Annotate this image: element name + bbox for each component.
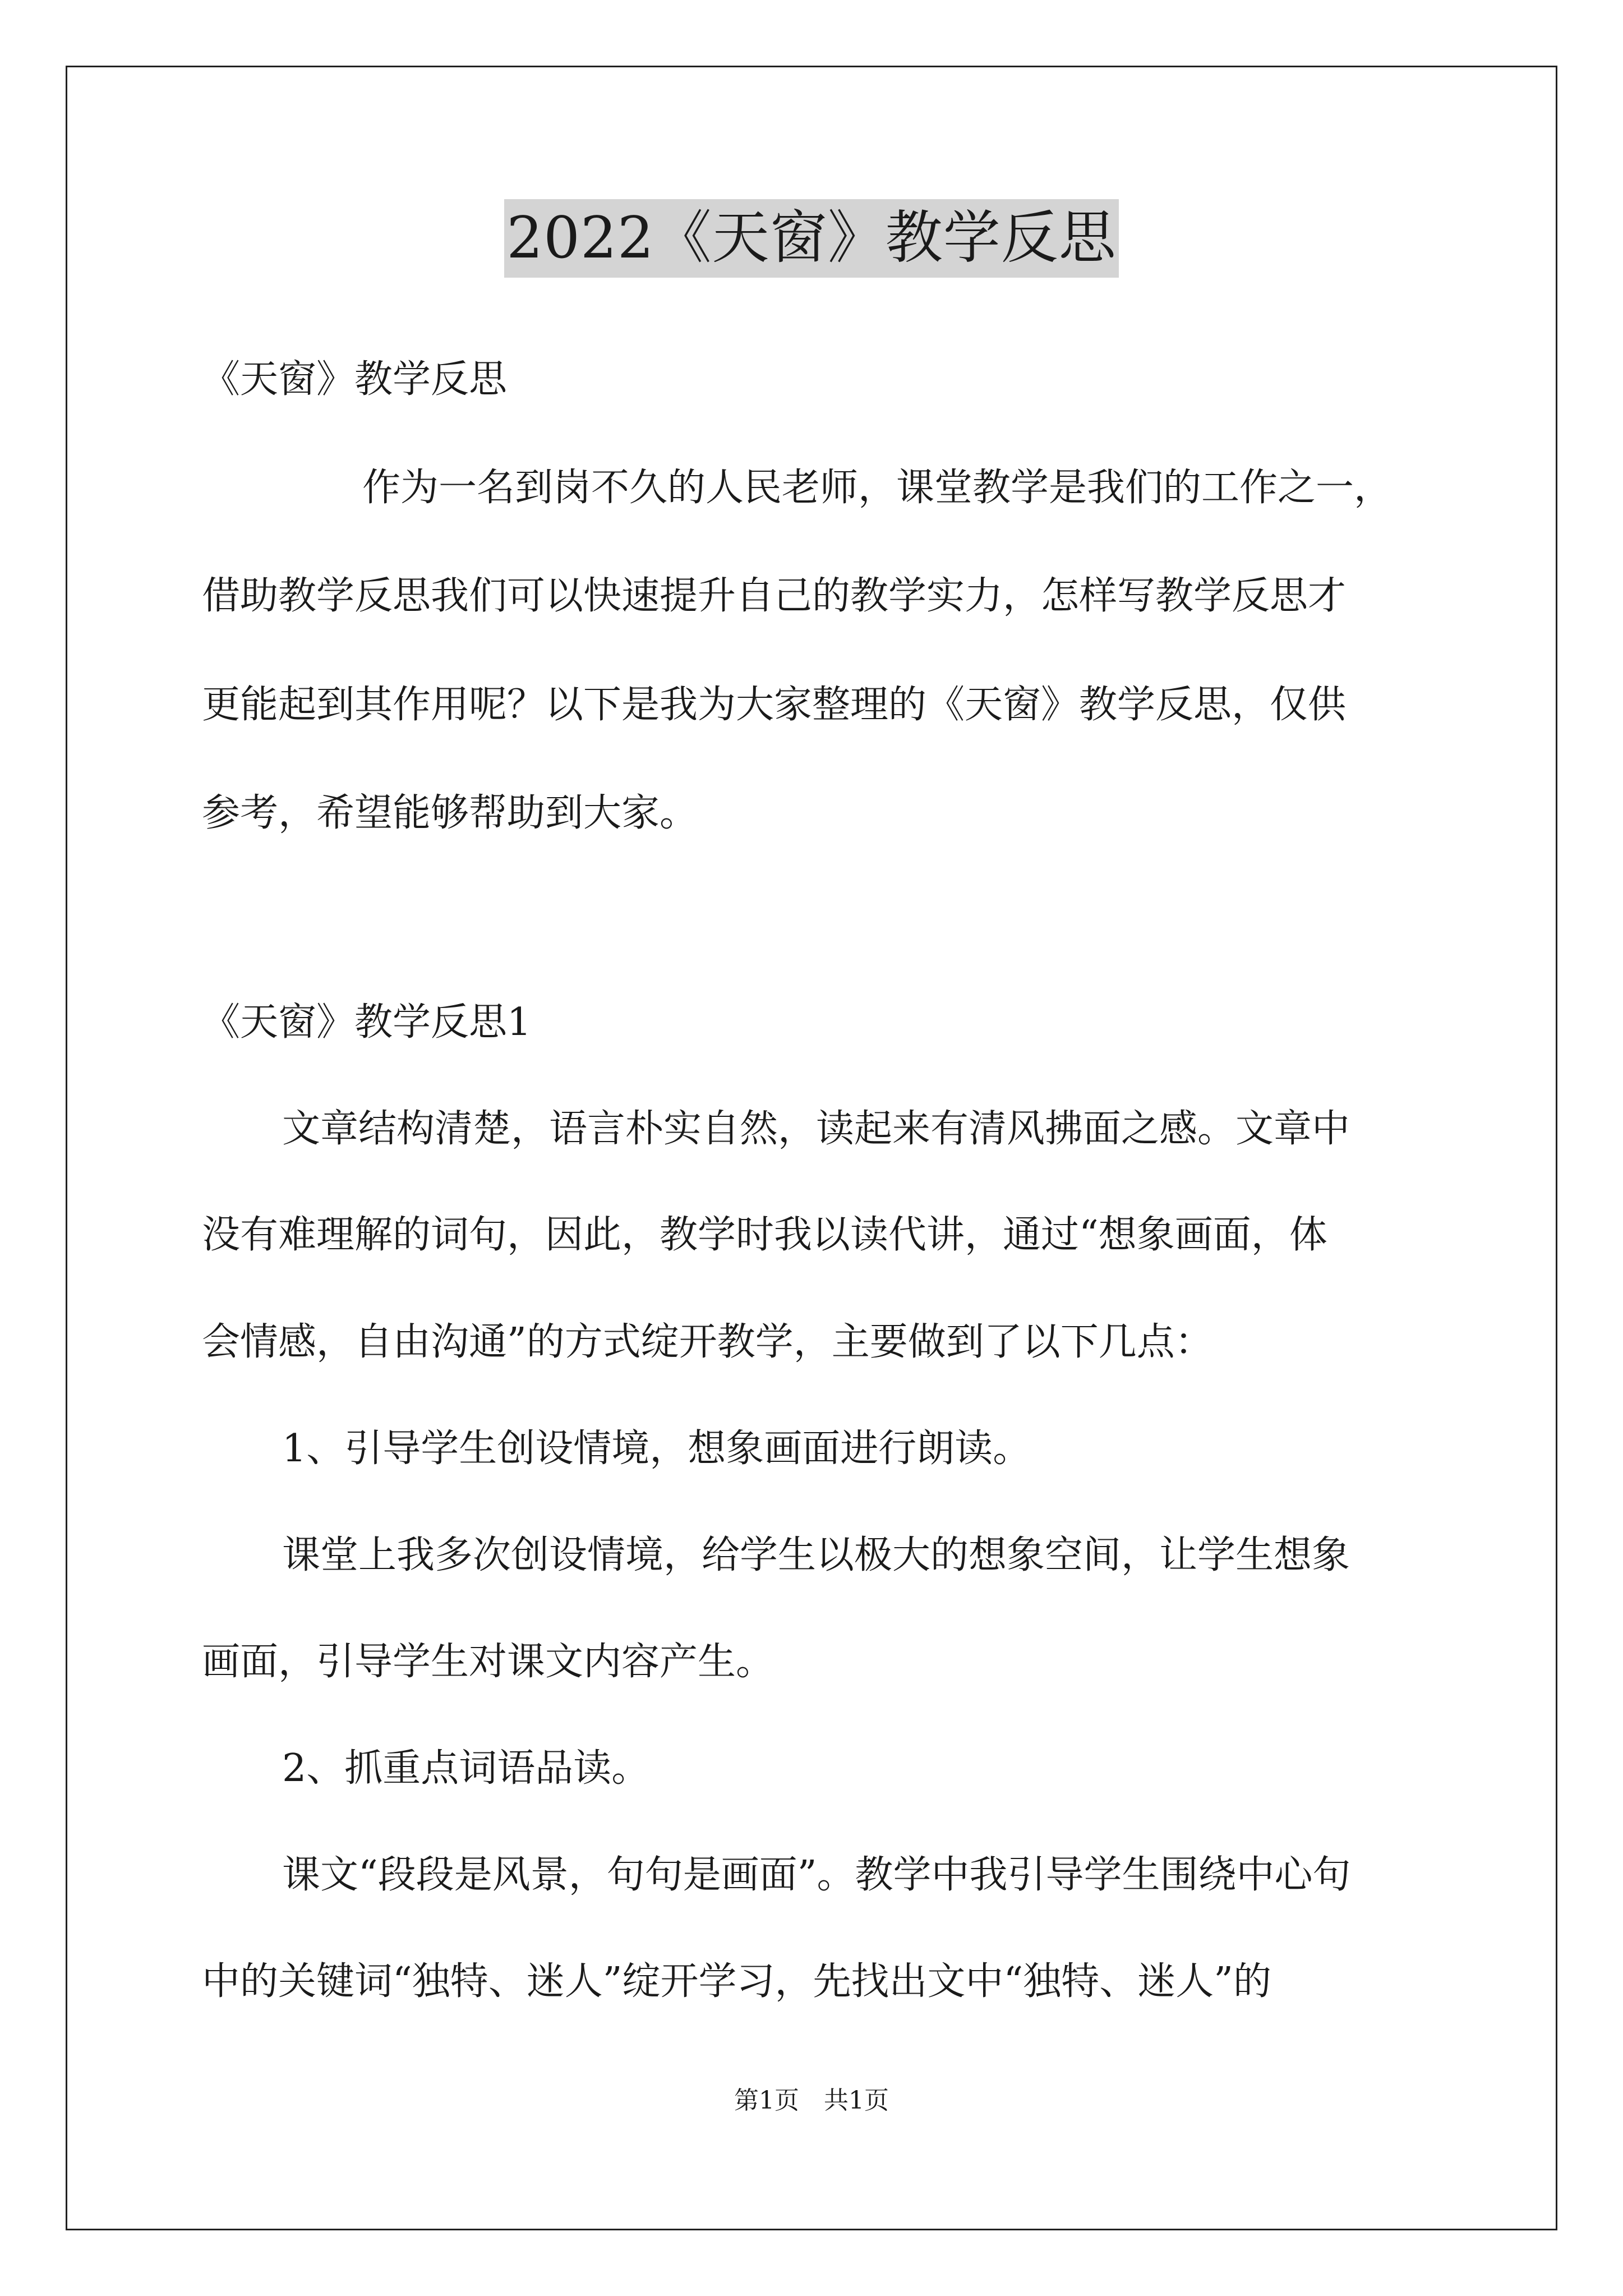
paragraph-line: 文章结构清楚，语言朴实自然，读起来有清风拂面之感。文章中 xyxy=(282,1107,1350,1151)
document-title: 2022《天窗》教学反思 xyxy=(504,199,1119,278)
paragraph-line: 更能起到其作用呢？以下是我为大家整理的《天窗》教学反思，仅供 xyxy=(202,683,1347,727)
paragraph-line: 没有难理解的词句，因此，教学时我以读代讲，通过“想象画面，体 xyxy=(202,1213,1327,1257)
paragraph-line: 借助教学反思我们可以快速提升自己的教学实力，怎样写教学反思才 xyxy=(202,574,1347,618)
title-container xyxy=(0,199,1623,278)
paragraph-line: 参考，希望能够帮助到大家。 xyxy=(202,791,698,835)
section-heading: 《天窗》教学反思 xyxy=(202,357,508,402)
paragraph-line: 画面，引导学生对课文内容产生。 xyxy=(202,1640,774,1684)
page-footer: 第1页 共1页 xyxy=(734,2086,889,2115)
list-item: 2、抓重点词语品读。 xyxy=(282,1746,650,1791)
paragraph-line: 课文“段段是风景，句句是画面”。教学中我引导学生围绕中心句 xyxy=(282,1853,1351,1897)
section-heading: 《天窗》教学反思1 xyxy=(202,1000,532,1045)
paragraph-line: 会情感，自由沟通”的方式绽开教学，主要做到了以下几点： xyxy=(202,1320,1213,1364)
paragraph-line: 作为一名到岗不久的人民老师，课堂教学是我们的工作之一， xyxy=(362,466,1393,510)
paragraph-line: 课堂上我多次创设情境，给学生以极大的想象空间，让学生想象 xyxy=(282,1533,1350,1577)
list-item: 1、引导学生创设情境，想象画面进行朗读。 xyxy=(282,1427,1031,1471)
paragraph-line: 中的关键词“独特、迷人”绽开学习，先找出文中“独特、迷人”的 xyxy=(202,1959,1272,2004)
